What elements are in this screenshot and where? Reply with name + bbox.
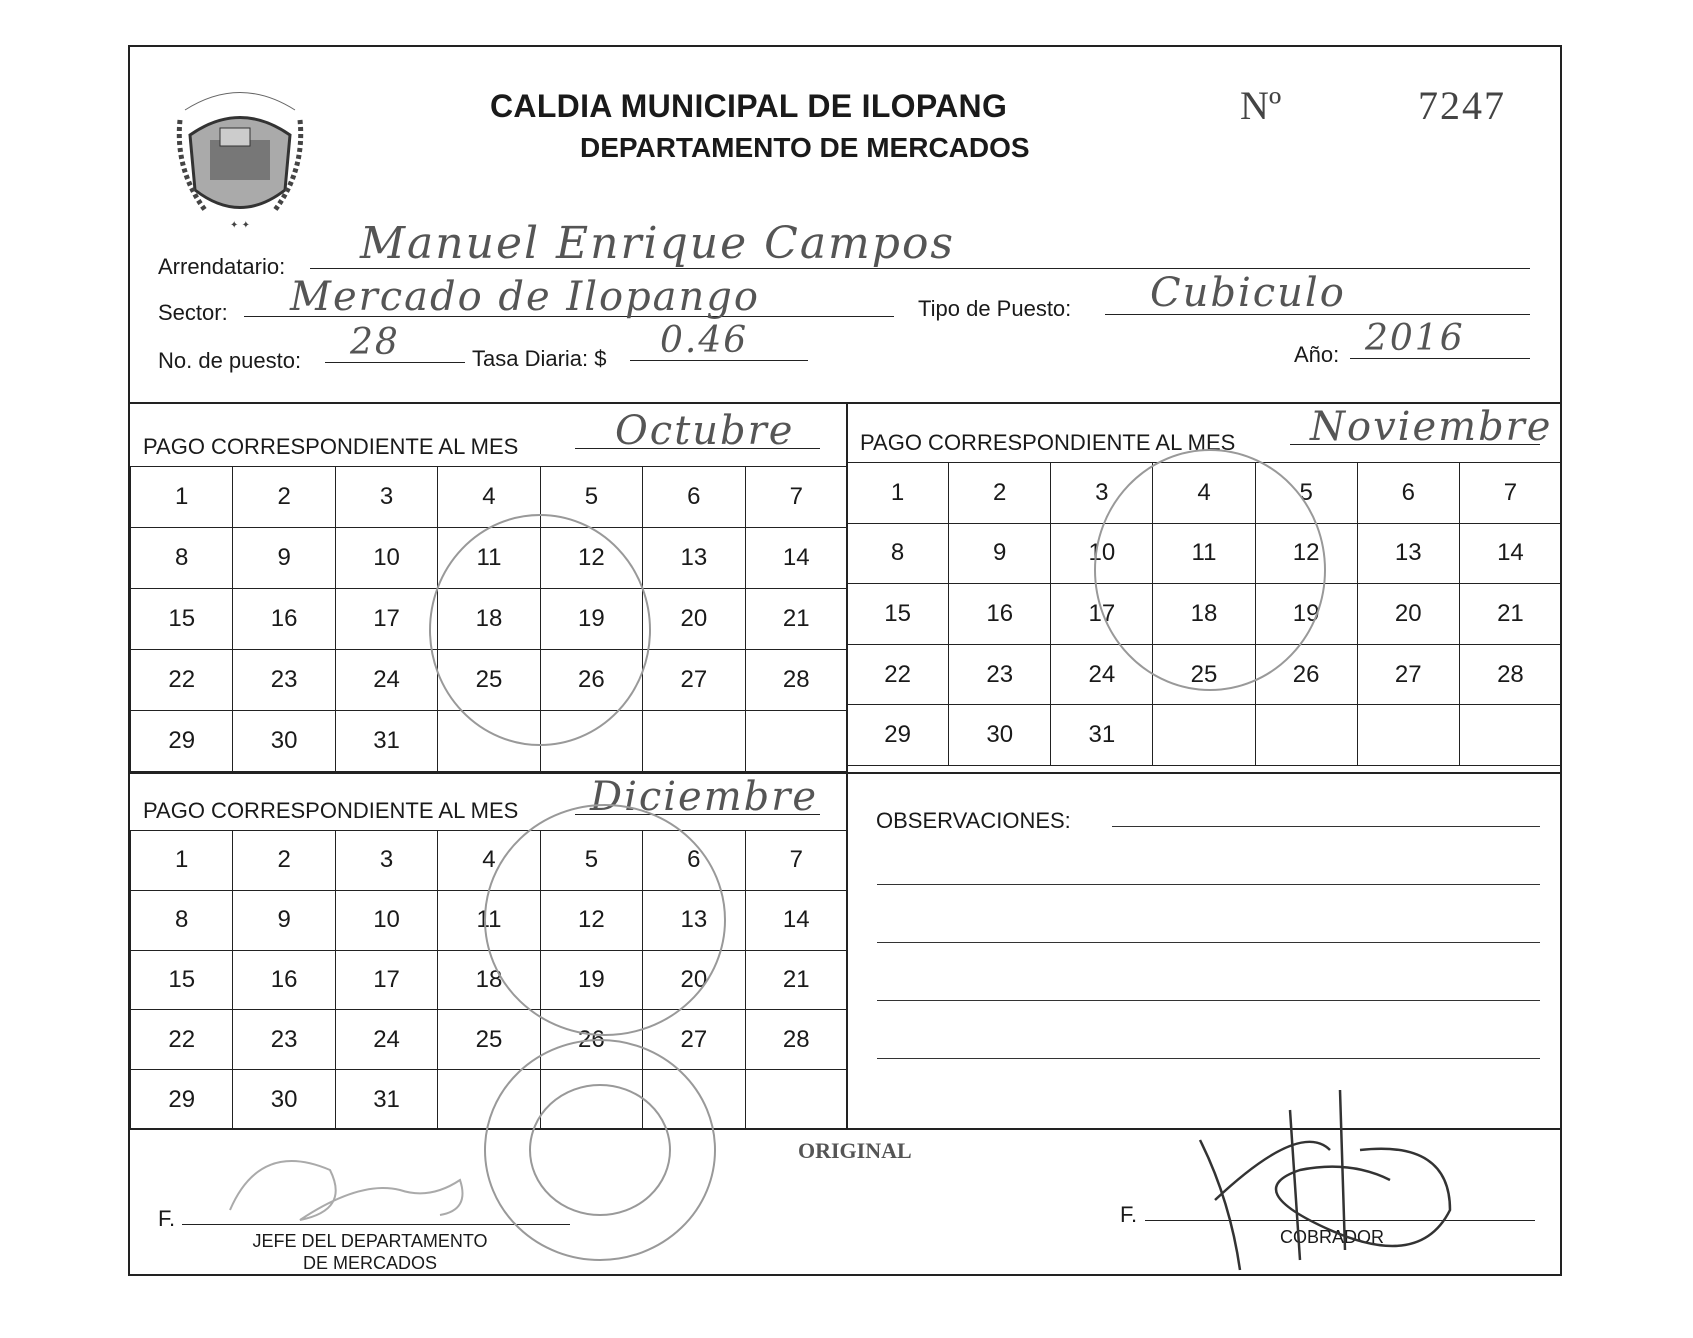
day-cell: 14	[745, 528, 847, 589]
empty-day-cell	[1459, 705, 1561, 766]
day-row	[131, 589, 848, 650]
day-cell: 26	[540, 1010, 642, 1070]
day-cell: 2	[233, 467, 335, 528]
day-cell: 7	[745, 831, 847, 891]
day-row	[847, 584, 1562, 645]
day-cell: 13	[1357, 523, 1459, 584]
month-label-octubre: PAGO CORRESPONDIENTE AL MES	[143, 434, 519, 459]
day-cell: 4	[438, 467, 540, 528]
month-label-noviembre: PAGO CORRESPONDIENTE AL MES	[860, 430, 1236, 455]
day-cell: 24	[335, 1010, 437, 1070]
day-cell: 18	[438, 950, 540, 1010]
receipt-number: 7247	[1418, 83, 1506, 128]
day-cell: 22	[131, 650, 233, 711]
day-cell: 10	[1051, 523, 1153, 584]
day-cell: 12	[1255, 523, 1357, 584]
firma-left-line	[182, 1224, 570, 1225]
day-cell: 7	[745, 467, 847, 528]
day-cell: 17	[1051, 584, 1153, 645]
day-cell: 5	[1255, 463, 1357, 524]
day-cell: 1	[847, 463, 949, 524]
day-cell: 21	[745, 950, 847, 1010]
empty-day-cell	[438, 1070, 540, 1130]
day-cell: 26	[1255, 644, 1357, 705]
day-cell: 12	[540, 528, 642, 589]
day-cell: 23	[233, 650, 335, 711]
empty-day-cell	[643, 711, 745, 772]
day-cell: 27	[643, 1010, 745, 1070]
day-row	[131, 890, 848, 950]
day-cell: 31	[1051, 705, 1153, 766]
day-cell: 31	[335, 711, 437, 772]
day-cell: 20	[643, 950, 745, 1010]
puesto-label: No. de puesto:	[158, 348, 302, 373]
observaciones-line	[877, 884, 1540, 885]
day-cell: 3	[1051, 463, 1153, 524]
svg-text:✦ ✦: ✦ ✦	[230, 220, 250, 231]
day-cell: 30	[233, 1070, 335, 1130]
day-cell: 13	[643, 528, 745, 589]
empty-day-cell	[745, 1070, 847, 1130]
day-cell: 14	[745, 890, 847, 950]
day-cell: 2	[233, 831, 335, 891]
day-row	[131, 1070, 848, 1130]
day-cell: 30	[233, 711, 335, 772]
day-cell: 23	[949, 644, 1051, 705]
day-cell: 30	[949, 705, 1051, 766]
day-grid-octubre	[130, 466, 848, 772]
day-cell: 8	[131, 528, 233, 589]
day-cell: 3	[335, 467, 437, 528]
sector-value: Mercado de Ilopango	[290, 274, 760, 320]
day-row	[131, 650, 848, 711]
month-value-noviembre: Noviembre	[1310, 404, 1553, 450]
day-row	[131, 831, 848, 891]
day-cell: 17	[335, 950, 437, 1010]
tipo-puesto-label: Tipo de Puesto:	[918, 296, 1072, 321]
day-cell: 6	[1357, 463, 1459, 524]
jefe-label	[225, 1230, 515, 1274]
day-row	[131, 528, 848, 589]
empty-day-cell	[540, 1070, 642, 1130]
day-cell: 16	[233, 950, 335, 1010]
day-row	[847, 705, 1562, 766]
day-cell: 26	[540, 650, 642, 711]
day-row	[847, 644, 1562, 705]
original-stamp-text: ORIGINAL	[798, 1138, 912, 1163]
day-cell: 11	[438, 528, 540, 589]
day-cell: 19	[540, 950, 642, 1010]
observaciones-line	[877, 1000, 1540, 1001]
puesto-value: 28	[350, 322, 400, 363]
day-cell: 16	[233, 589, 335, 650]
day-cell: 9	[233, 528, 335, 589]
sector-label: Sector:	[158, 300, 228, 325]
observaciones-line	[877, 942, 1540, 943]
empty-day-cell	[438, 711, 540, 772]
day-cell: 24	[335, 650, 437, 711]
day-cell: 25	[438, 650, 540, 711]
day-cell: 18	[1153, 584, 1255, 645]
arrendatario-value: Manuel Enrique Campos	[360, 218, 956, 269]
day-cell: 23	[233, 1010, 335, 1070]
firma-right-line	[1145, 1220, 1535, 1221]
day-cell: 25	[1153, 644, 1255, 705]
day-cell: 19	[540, 589, 642, 650]
empty-day-cell	[643, 1070, 745, 1130]
day-cell: 24	[1051, 644, 1153, 705]
day-cell: 20	[643, 589, 745, 650]
day-cell: 17	[335, 589, 437, 650]
firma-left-label: F.	[158, 1206, 176, 1231]
day-cell: 10	[335, 528, 437, 589]
arrendatario-label: Arrendatario:	[158, 254, 286, 279]
empty-day-cell	[1255, 705, 1357, 766]
day-cell: 27	[643, 650, 745, 711]
month-value-diciembre: Diciembre	[590, 774, 819, 820]
jefe-label-line1: JEFE DEL DEPARTAMENTO	[252, 1231, 488, 1251]
empty-day-cell	[1153, 705, 1255, 766]
day-cell: 11	[438, 890, 540, 950]
day-cell: 12	[540, 890, 642, 950]
tasa-value: 0.46	[660, 320, 749, 361]
day-cell: 2	[949, 463, 1051, 524]
day-cell: 4	[1153, 463, 1255, 524]
day-cell: 1	[131, 467, 233, 528]
month-label-diciembre: PAGO CORRESPONDIENTE AL MES	[143, 798, 519, 823]
day-cell: 22	[847, 644, 949, 705]
day-row	[131, 1010, 848, 1070]
observaciones-label: OBSERVACIONES:	[876, 808, 1071, 833]
day-cell: 8	[131, 890, 233, 950]
tasa-label: Tasa Diaria: $	[472, 346, 607, 371]
day-cell: 31	[335, 1070, 437, 1130]
receipt-number-label: Nº	[1240, 83, 1282, 128]
day-row	[131, 711, 848, 772]
day-cell: 15	[131, 589, 233, 650]
cobrador-label: COBRADOR	[1279, 1227, 1384, 1247]
day-cell: 28	[745, 650, 847, 711]
day-cell: 10	[335, 890, 437, 950]
day-cell: 18	[438, 589, 540, 650]
month-value-octubre: Octubre	[615, 408, 795, 454]
day-row	[131, 950, 848, 1010]
day-cell: 29	[131, 1070, 233, 1130]
day-cell: 15	[847, 584, 949, 645]
day-cell: 28	[1459, 644, 1561, 705]
day-cell: 1	[131, 831, 233, 891]
day-cell: 9	[233, 890, 335, 950]
day-cell: 20	[1357, 584, 1459, 645]
day-row	[131, 467, 848, 528]
day-cell: 7	[1459, 463, 1561, 524]
tipo-puesto-value: Cubiculo	[1150, 270, 1346, 316]
day-cell: 22	[131, 1010, 233, 1070]
day-row	[847, 463, 1562, 524]
day-cell: 6	[643, 467, 745, 528]
day-cell: 29	[131, 711, 233, 772]
department-subtitle: DEPARTAMENTO DE MERCADOS	[580, 132, 1030, 163]
day-cell: 9	[949, 523, 1051, 584]
day-grid-diciembre	[130, 830, 848, 1130]
day-cell: 27	[1357, 644, 1459, 705]
firma-right-label: F.	[1120, 1202, 1138, 1227]
observaciones-line	[877, 1058, 1540, 1059]
day-row	[847, 523, 1562, 584]
day-cell: 21	[745, 589, 847, 650]
empty-day-cell	[540, 711, 642, 772]
anio-value: 2016	[1365, 318, 1465, 359]
day-cell: 13	[643, 890, 745, 950]
day-cell: 28	[745, 1010, 847, 1070]
empty-day-cell	[1357, 705, 1459, 766]
day-cell: 6	[643, 831, 745, 891]
day-cell: 4	[438, 831, 540, 891]
anio-label: Año:	[1294, 342, 1340, 367]
day-cell: 5	[540, 467, 642, 528]
day-cell: 8	[847, 523, 949, 584]
day-cell: 19	[1255, 584, 1357, 645]
middle-divider	[128, 772, 1562, 774]
day-cell: 21	[1459, 584, 1561, 645]
observaciones-line	[1112, 826, 1540, 827]
day-cell: 15	[131, 950, 233, 1010]
day-cell: 29	[847, 705, 949, 766]
day-cell: 16	[949, 584, 1051, 645]
jefe-label-line2: DE MERCADOS	[302, 1253, 437, 1273]
municipality-title: CALDIA MUNICIPAL DE ILOPANG	[490, 88, 1008, 124]
day-grid-noviembre	[846, 462, 1562, 766]
day-cell: 14	[1459, 523, 1561, 584]
day-cell: 5	[540, 831, 642, 891]
day-cell: 11	[1153, 523, 1255, 584]
day-cell: 3	[335, 831, 437, 891]
empty-day-cell	[745, 711, 847, 772]
day-cell: 25	[438, 1010, 540, 1070]
